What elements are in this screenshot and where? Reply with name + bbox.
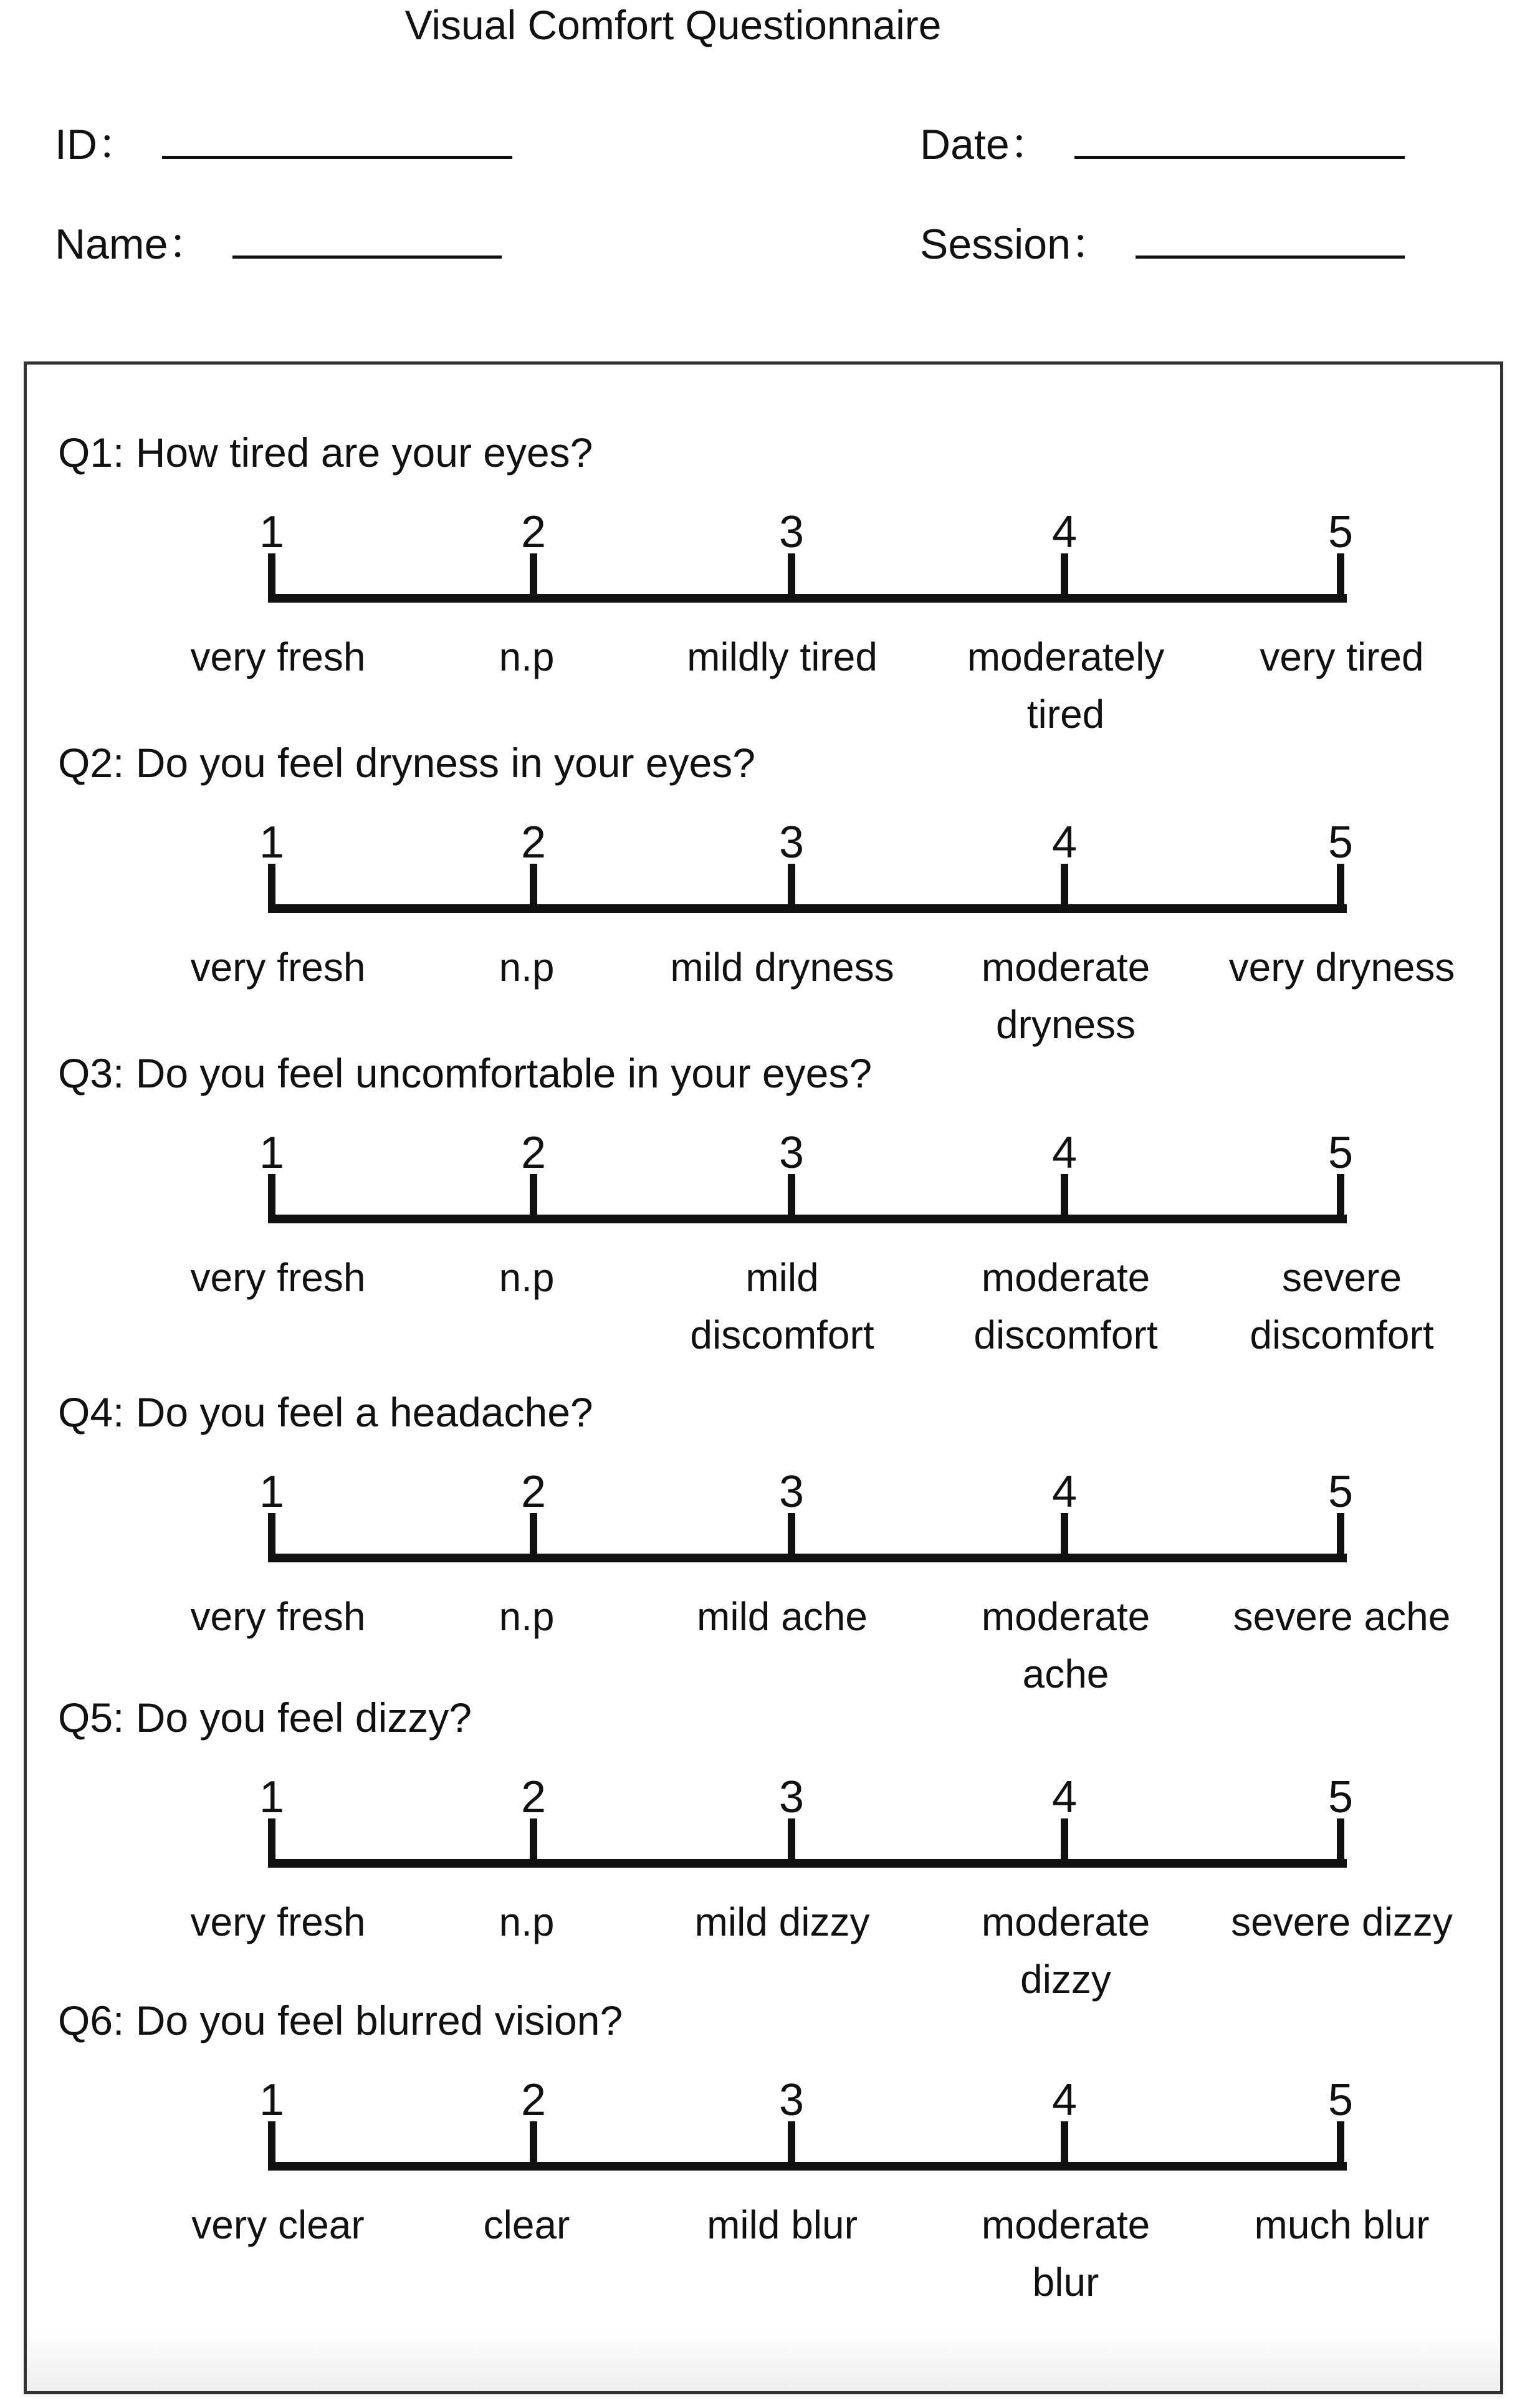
scale-tick-3[interactable] (788, 1174, 795, 1223)
scale-tick-1[interactable] (268, 864, 275, 913)
scale-tick-4[interactable] (1061, 553, 1068, 603)
name-label: Name： (55, 221, 211, 268)
scale-number: 5 (1327, 1128, 1354, 1178)
name-field[interactable] (55, 211, 502, 271)
scale-label: very fresh (190, 1255, 366, 1300)
scale-tick-1[interactable] (268, 1174, 275, 1223)
scale-number: 5 (1327, 2075, 1354, 2125)
scale-tick-5[interactable] (1337, 1513, 1344, 1562)
scale-tick-5[interactable] (1337, 1818, 1344, 1868)
scale-line (270, 594, 1347, 603)
scale-line (270, 1215, 1347, 1223)
scale-number: 1 (259, 1467, 285, 1517)
question-text: Q5: Do you feel dizzy? (58, 1694, 472, 1741)
scale-tick-1[interactable] (268, 1513, 275, 1562)
scale-number: 5 (1327, 1772, 1354, 1822)
scale-tick-3[interactable] (788, 553, 795, 603)
scale-tick-1[interactable] (268, 2121, 275, 2171)
scale-tick-2[interactable] (530, 553, 537, 603)
scale-number: 1 (259, 1128, 285, 1178)
question-text: Q3: Do you feel uncomfortable in your eyes? (58, 1050, 873, 1096)
question-text: Q4: Do you feel a headache? (58, 1389, 593, 1435)
scale-label: moderate blur (981, 2202, 1150, 2305)
scale-label: moderate ache (981, 1594, 1150, 1696)
scale-label: clear (483, 2202, 570, 2247)
scale-label: mild dryness (670, 945, 894, 990)
scale-tick-4[interactable] (1061, 1513, 1068, 1562)
scale-tick-5[interactable] (1337, 2121, 1344, 2171)
date-field[interactable] (920, 111, 1405, 171)
rating-scale (27, 1049, 1500, 1374)
scale-tick-5[interactable] (1337, 864, 1344, 913)
scale-number: 5 (1327, 1467, 1354, 1517)
scale-label: severe dizzy (1231, 1899, 1453, 1944)
scale-label: moderate dizzy (981, 1899, 1150, 2002)
scale-tick-1[interactable] (268, 1818, 275, 1868)
scale-number: 4 (1051, 1128, 1078, 1178)
scale-number: 4 (1051, 818, 1078, 867)
scale-label: very clear (191, 2202, 365, 2247)
scale-tick-1[interactable] (268, 553, 275, 603)
scale-label: mild discomfort (690, 1255, 874, 1357)
scale-tick-3[interactable] (788, 864, 795, 913)
scale-label: very fresh (190, 945, 366, 990)
scale-line (270, 1554, 1347, 1562)
scale-tick-2[interactable] (530, 2121, 537, 2171)
scale-number: 3 (778, 818, 805, 867)
scale-label: mild blur (707, 2202, 858, 2247)
scale-number: 1 (259, 507, 285, 557)
scale-tick-4[interactable] (1061, 2121, 1068, 2171)
scale-label: n.p (499, 1255, 555, 1300)
scale-number: 4 (1051, 1772, 1078, 1822)
scale-number: 1 (259, 1772, 285, 1822)
scale-label: moderately tired (967, 634, 1165, 737)
scale-tick-4[interactable] (1061, 864, 1068, 913)
scale-number: 2 (520, 818, 547, 867)
rating-scale (27, 429, 1500, 753)
scale-line (270, 2162, 1347, 2171)
scale-number: 2 (520, 1772, 547, 1822)
scale-label: n.p (499, 945, 555, 990)
rating-scale (27, 739, 1500, 1063)
scale-number: 4 (1051, 1467, 1078, 1517)
question-text: Q6: Do you feel blurred vision? (58, 1997, 623, 2043)
scale-label: n.p (499, 634, 555, 679)
questionnaire-box (24, 361, 1503, 2394)
scale-label: mild dizzy (694, 1899, 870, 1944)
scale-label: very tired (1260, 634, 1424, 679)
date-label: Date： (920, 121, 1052, 168)
scale-tick-3[interactable] (788, 1818, 795, 1868)
scale-label: very fresh (190, 1899, 366, 1944)
scale-label: severe ache (1233, 1594, 1451, 1639)
scale-number: 3 (778, 1772, 805, 1822)
scale-number: 3 (778, 1128, 805, 1178)
scale-label: n.p (499, 1594, 555, 1639)
scale-tick-2[interactable] (530, 1174, 537, 1223)
id-blank[interactable] (162, 125, 512, 159)
scale-tick-3[interactable] (788, 1513, 795, 1562)
scale-label: much blur (1254, 2202, 1430, 2247)
scale-tick-4[interactable] (1061, 1818, 1068, 1868)
scale-label: severe discomfort (1250, 1255, 1434, 1357)
scale-number: 3 (778, 2075, 805, 2125)
scale-tick-4[interactable] (1061, 1174, 1068, 1223)
rating-scale (27, 1997, 1500, 2321)
scale-label: very fresh (190, 634, 366, 679)
scale-number: 5 (1327, 818, 1354, 867)
scale-line (270, 1859, 1347, 1868)
scale-number: 2 (520, 1467, 547, 1517)
scale-tick-5[interactable] (1337, 553, 1344, 603)
scale-number: 2 (520, 1128, 547, 1178)
scale-number: 5 (1327, 507, 1354, 557)
question-text: Q2: Do you feel dryness in your eyes? (58, 740, 755, 786)
scale-label: mild ache (697, 1594, 868, 1639)
scale-label: moderate discomfort (973, 1255, 1158, 1357)
id-label: ID： (55, 121, 140, 168)
scale-label: very fresh (190, 1594, 366, 1639)
scale-number: 2 (520, 507, 547, 557)
page-title: Visual Comfort Questionnaire (404, 2, 942, 48)
scale-tick-2[interactable] (530, 864, 537, 913)
date-blank[interactable] (1074, 125, 1405, 159)
scale-number: 2 (520, 2075, 547, 2125)
scale-number: 1 (259, 2075, 285, 2125)
scale-number: 3 (778, 507, 805, 557)
rating-scale (27, 1694, 1500, 2018)
scale-tick-5[interactable] (1337, 1174, 1344, 1223)
scale-label: mildly tired (687, 634, 878, 679)
session-label: Session： (920, 221, 1113, 268)
scale-number: 1 (259, 818, 285, 867)
session-blank[interactable] (1136, 224, 1405, 259)
scale-tick-3[interactable] (788, 2121, 795, 2171)
scale-number: 4 (1051, 507, 1078, 557)
name-blank[interactable] (232, 224, 502, 259)
scale-line (270, 904, 1347, 913)
session-field[interactable] (920, 211, 1405, 271)
scale-label: moderate dryness (981, 945, 1150, 1047)
scale-tick-2[interactable] (530, 1818, 537, 1868)
rating-scale (27, 1388, 1500, 1713)
scale-label: n.p (499, 1899, 555, 1944)
scale-number: 4 (1051, 2075, 1078, 2125)
id-field[interactable] (55, 111, 512, 171)
scale-tick-2[interactable] (530, 1513, 537, 1562)
scale-number: 3 (778, 1467, 805, 1517)
scale-label: very dryness (1228, 945, 1455, 990)
question-text: Q1: How tired are your eyes? (58, 429, 593, 475)
